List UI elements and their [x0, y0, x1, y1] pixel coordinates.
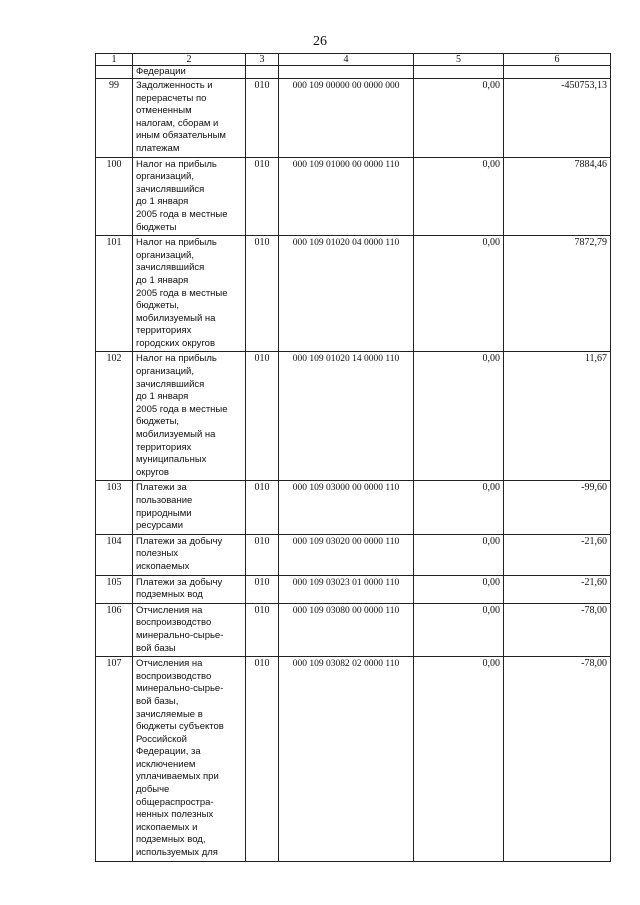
row-actual: 7872,79	[504, 236, 611, 352]
column-number: 2	[133, 54, 246, 66]
row-plan: 0,00	[414, 79, 504, 158]
table-row	[96, 481, 611, 534]
row-number: 104	[96, 534, 133, 575]
row-kbk: 000 109 01000 00 0000 110	[279, 157, 414, 236]
continuation-text: Федерации	[133, 66, 246, 79]
continuation-row	[96, 66, 611, 79]
row-number: 99	[96, 79, 133, 158]
row-kbk: 000 109 03082 02 0000 110	[279, 657, 414, 862]
report-table	[95, 53, 611, 862]
row-name: Отчисления на воспроизводство минерально-сырье- вой базы, зачисляемые в бюджеты субъектов Российской Федерации, за исключением уплачиваемых при добыче общераспростра- ненных полезных ископаемых и подземных вод, используемых для	[133, 657, 246, 862]
row-actual: -450753,13	[504, 79, 611, 158]
column-number-row	[96, 54, 611, 66]
row-plan: 0,00	[414, 352, 504, 481]
row-number: 106	[96, 603, 133, 656]
page-number: 26	[313, 34, 327, 49]
table-row	[96, 575, 611, 603]
row-kbk: 000 109 03080 00 0000 110	[279, 603, 414, 656]
row-plan: 0,00	[414, 603, 504, 656]
row-kbk: 000 109 03000 00 0000 110	[279, 481, 414, 534]
row-actual: -21,60	[504, 534, 611, 575]
row-code: 010	[246, 79, 279, 158]
row-code: 010	[246, 157, 279, 236]
table-row	[96, 79, 611, 158]
table-row	[96, 657, 611, 862]
row-number: 102	[96, 352, 133, 481]
row-actual: 7884,46	[504, 157, 611, 236]
row-plan: 0,00	[414, 481, 504, 534]
row-plan: 0,00	[414, 657, 504, 862]
column-number: 5	[414, 54, 504, 66]
row-name: Платежи за добычу полезных ископаемых	[133, 534, 246, 575]
row-actual: 11,67	[504, 352, 611, 481]
row-kbk: 000 109 00000 00 0000 000	[279, 79, 414, 158]
row-plan: 0,00	[414, 157, 504, 236]
table-row	[96, 352, 611, 481]
row-name: Платежи за добычу подземных вод	[133, 575, 246, 603]
row-code: 010	[246, 352, 279, 481]
table-row	[96, 534, 611, 575]
row-name: Отчисления на воспроизводство минерально-сырье- вой базы	[133, 603, 246, 656]
column-number: 6	[504, 54, 611, 66]
row-actual: -21,60	[504, 575, 611, 603]
column-number: 3	[246, 54, 279, 66]
table-row	[96, 236, 611, 352]
row-actual: -78,00	[504, 657, 611, 862]
row-plan: 0,00	[414, 575, 504, 603]
row-kbk: 000 109 03023 01 0000 110	[279, 575, 414, 603]
row-name: Налог на прибыль организаций, зачислявшийся до 1 января 2005 года в местные бюджеты	[133, 157, 246, 236]
column-number: 4	[279, 54, 414, 66]
column-number: 1	[96, 54, 133, 66]
row-kbk: 000 109 03020 00 0000 110	[279, 534, 414, 575]
row-plan: 0,00	[414, 534, 504, 575]
row-code: 010	[246, 657, 279, 862]
row-kbk: 000 109 01020 14 0000 110	[279, 352, 414, 481]
row-code: 010	[246, 575, 279, 603]
row-code: 010	[246, 236, 279, 352]
row-code: 010	[246, 534, 279, 575]
table-row	[96, 157, 611, 236]
table-row	[96, 603, 611, 656]
row-number: 107	[96, 657, 133, 862]
row-code: 010	[246, 481, 279, 534]
row-number: 100	[96, 157, 133, 236]
row-kbk: 000 109 01020 04 0000 110	[279, 236, 414, 352]
row-number: 101	[96, 236, 133, 352]
row-name: Налог на прибыль организаций, зачислявшийся до 1 января 2005 года в местные бюджеты, мобилизуемый на территориях городских округов	[133, 236, 246, 352]
row-number: 103	[96, 481, 133, 534]
row-name: Платежи за пользование природными ресурсами	[133, 481, 246, 534]
row-code: 010	[246, 603, 279, 656]
row-number: 105	[96, 575, 133, 603]
row-name: Задолженность и перерасчеты по отмененным налогам, сборам и иным обязательным платежам	[133, 79, 246, 158]
row-actual: -78,00	[504, 603, 611, 656]
row-actual: -99,60	[504, 481, 611, 534]
row-name: Налог на прибыль организаций, зачислявшийся до 1 января 2005 года в местные бюджеты, мобилизуемый на территориях муниципальных округов	[133, 352, 246, 481]
row-plan: 0,00	[414, 236, 504, 352]
